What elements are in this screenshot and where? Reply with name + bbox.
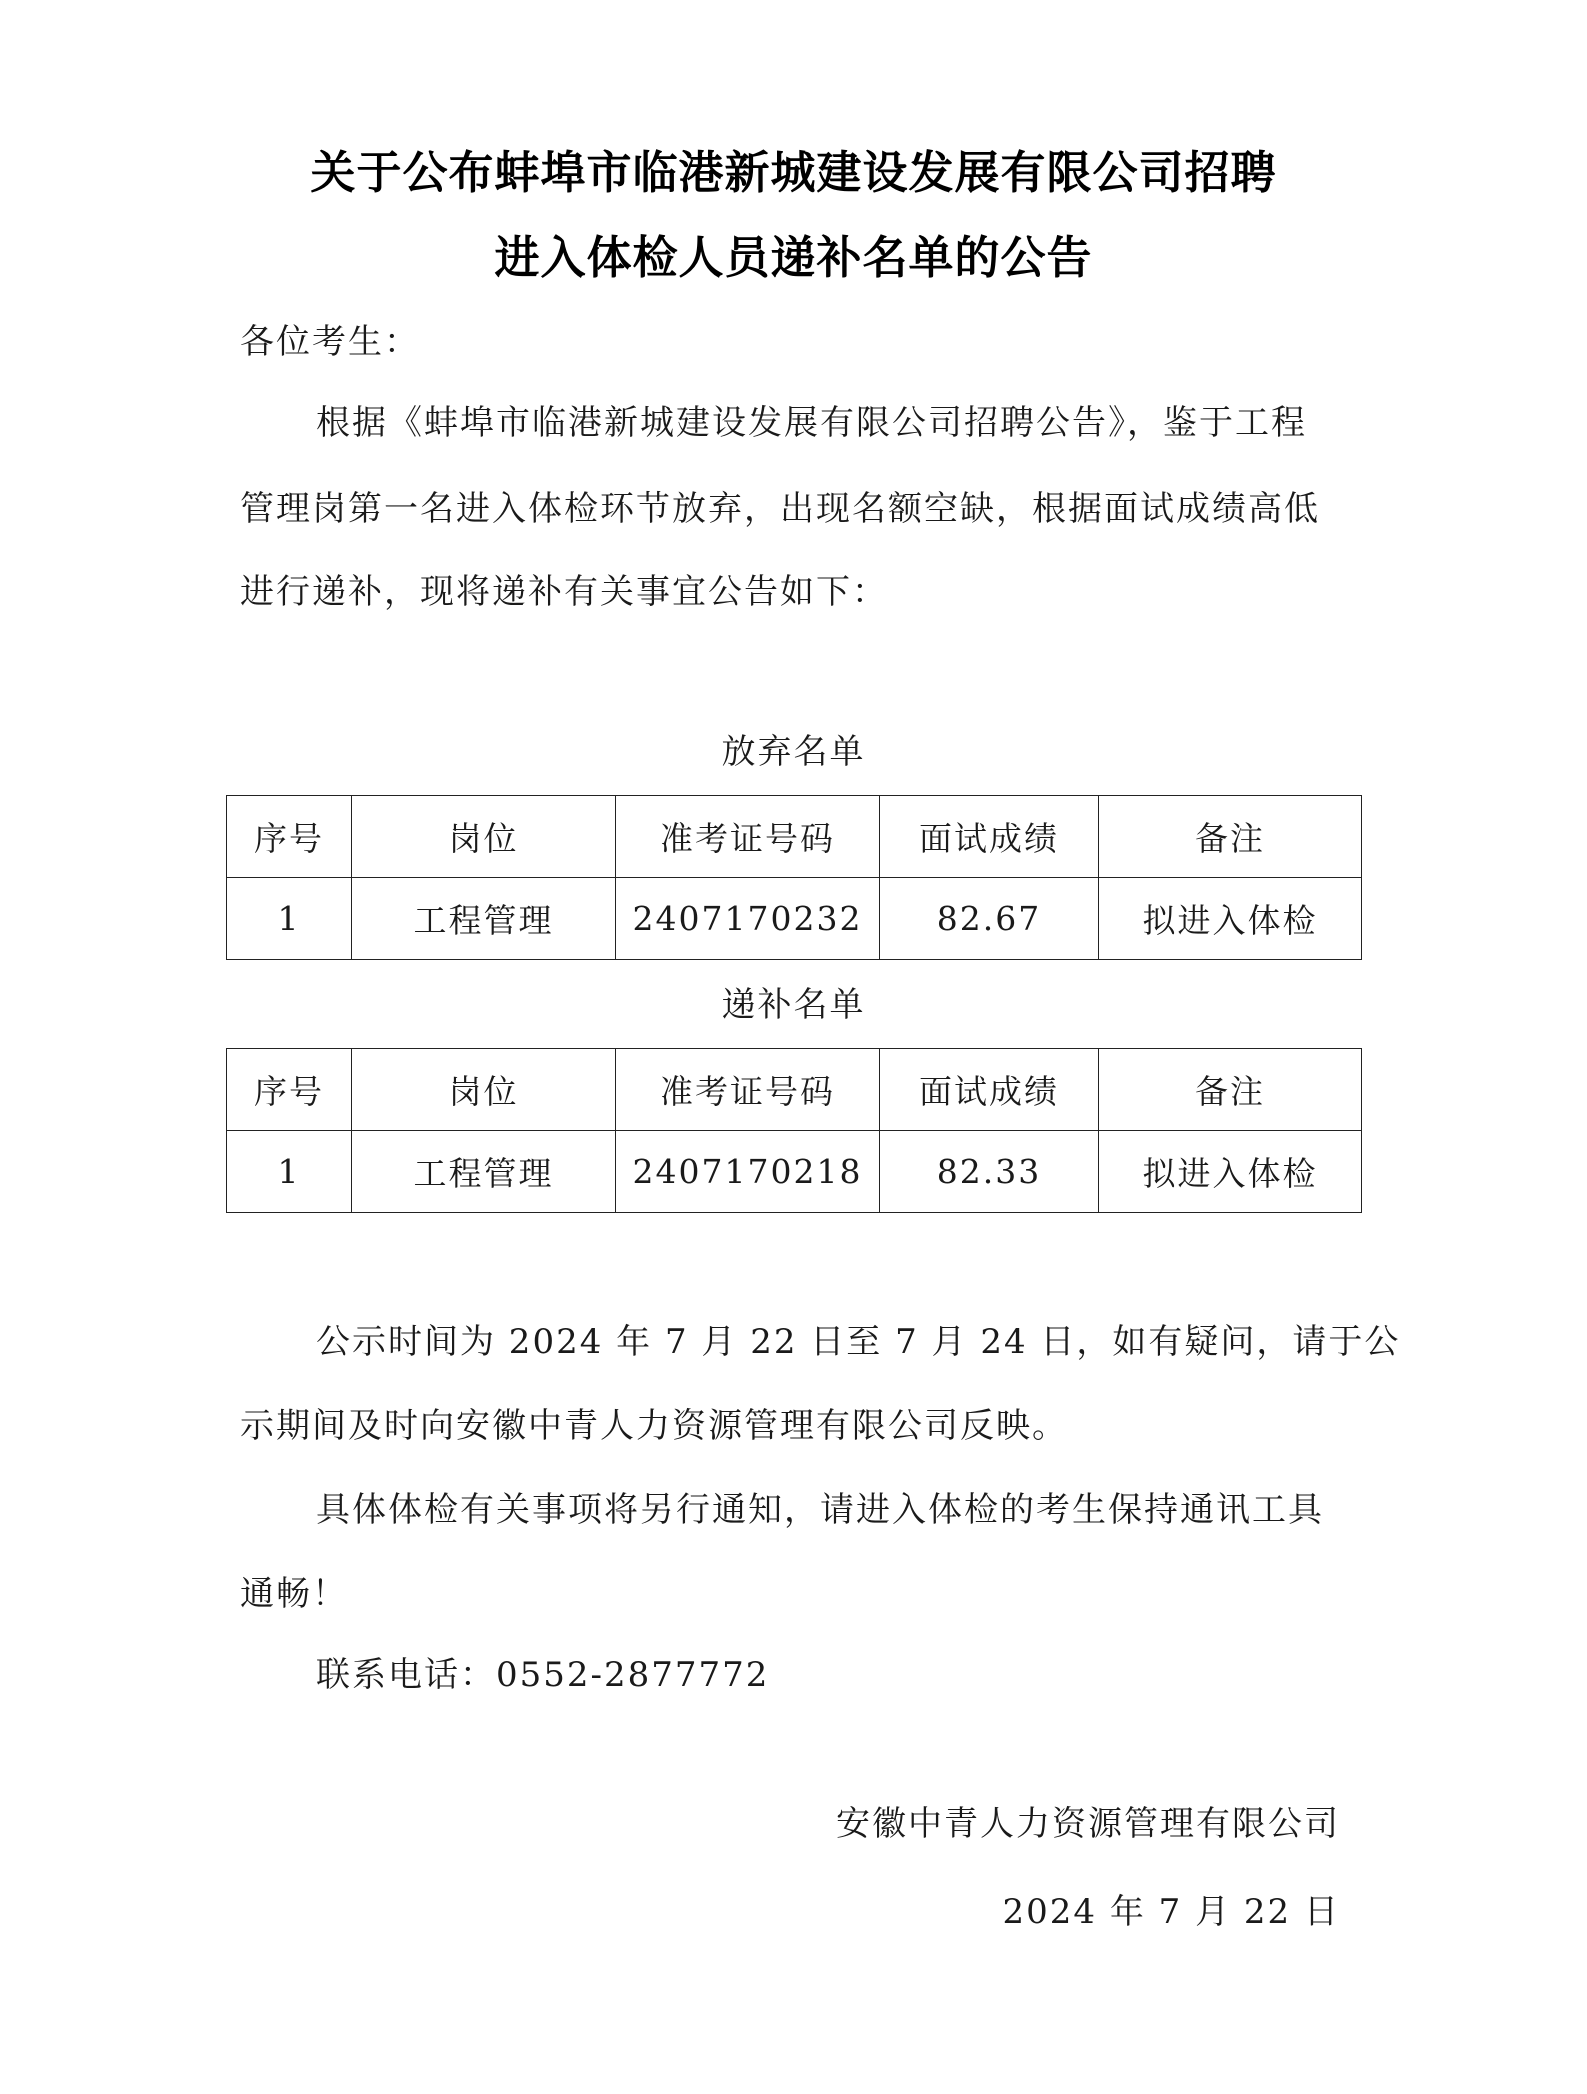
contact-phone: 联系电话：0552-2877772: [316, 1655, 770, 1695]
intro-line-3: 进行递补，现将递补有关事宜公告如下：: [240, 572, 888, 612]
cell-interview-score: 82.67: [880, 878, 1099, 960]
cell-index: 1: [227, 878, 352, 960]
table-header-row: [227, 796, 1362, 878]
signature-organization: 安徽中青人力资源管理有限公司: [836, 1804, 1340, 1844]
cell-position: 工程管理: [352, 1131, 616, 1213]
header-cell-remark: 备注: [1099, 796, 1362, 878]
supplement-list-caption: 递补名单: [721, 985, 866, 1025]
cell-ticket-number: 2407170232: [616, 878, 880, 960]
header-cell-interview-score: 面试成绩: [880, 796, 1099, 878]
notice-line-1: 公示时间为 2024 年 7 月 22 日至 7 月 24 日，如有疑问，请于公: [316, 1322, 1401, 1362]
supplement-list-table: [226, 1048, 1362, 1213]
header-cell-index: 序号: [227, 1049, 352, 1131]
header-cell-position: 岗位: [352, 796, 616, 878]
exam-note-line-2: 通畅！: [240, 1574, 348, 1614]
table-row: [227, 1131, 1362, 1213]
cell-position: 工程管理: [352, 878, 616, 960]
table-row: [227, 878, 1362, 960]
document-title-line-2: 进入体检人员递补名单的公告: [494, 231, 1093, 284]
cell-remark: 拟进入体检: [1099, 878, 1362, 960]
header-cell-index: 序号: [227, 796, 352, 878]
signature-date: 2024 年 7 月 22 日: [1002, 1892, 1340, 1932]
exam-note-line-1: 具体体检有关事项将另行通知，请进入体检的考生保持通讯工具: [316, 1490, 1324, 1530]
cell-ticket-number: 2407170218: [616, 1131, 880, 1213]
abandon-list-table: [226, 795, 1362, 960]
abandon-list-caption: 放弃名单: [721, 732, 866, 772]
cell-interview-score: 82.33: [880, 1131, 1099, 1213]
intro-line-2: 管理岗第一名进入体检环节放弃，出现名额空缺，根据面试成绩高低: [240, 489, 1320, 529]
salutation: 各位考生：: [240, 322, 420, 362]
notice-line-2: 示期间及时向安徽中青人力资源管理有限公司反映。: [240, 1406, 1068, 1446]
header-cell-interview-score: 面试成绩: [880, 1049, 1099, 1131]
cell-remark: 拟进入体检: [1099, 1131, 1362, 1213]
header-cell-remark: 备注: [1099, 1049, 1362, 1131]
header-cell-ticket-number: 准考证号码: [616, 796, 880, 878]
intro-line-1: 根据《蚌埠市临港新城建设发展有限公司招聘公告》，鉴于工程: [316, 403, 1307, 443]
header-cell-position: 岗位: [352, 1049, 616, 1131]
cell-index: 1: [227, 1131, 352, 1213]
document-title-line-1: 关于公布蚌埠市临港新城建设发展有限公司招聘: [310, 146, 1277, 199]
header-cell-ticket-number: 准考证号码: [616, 1049, 880, 1131]
table-header-row: [227, 1049, 1362, 1131]
